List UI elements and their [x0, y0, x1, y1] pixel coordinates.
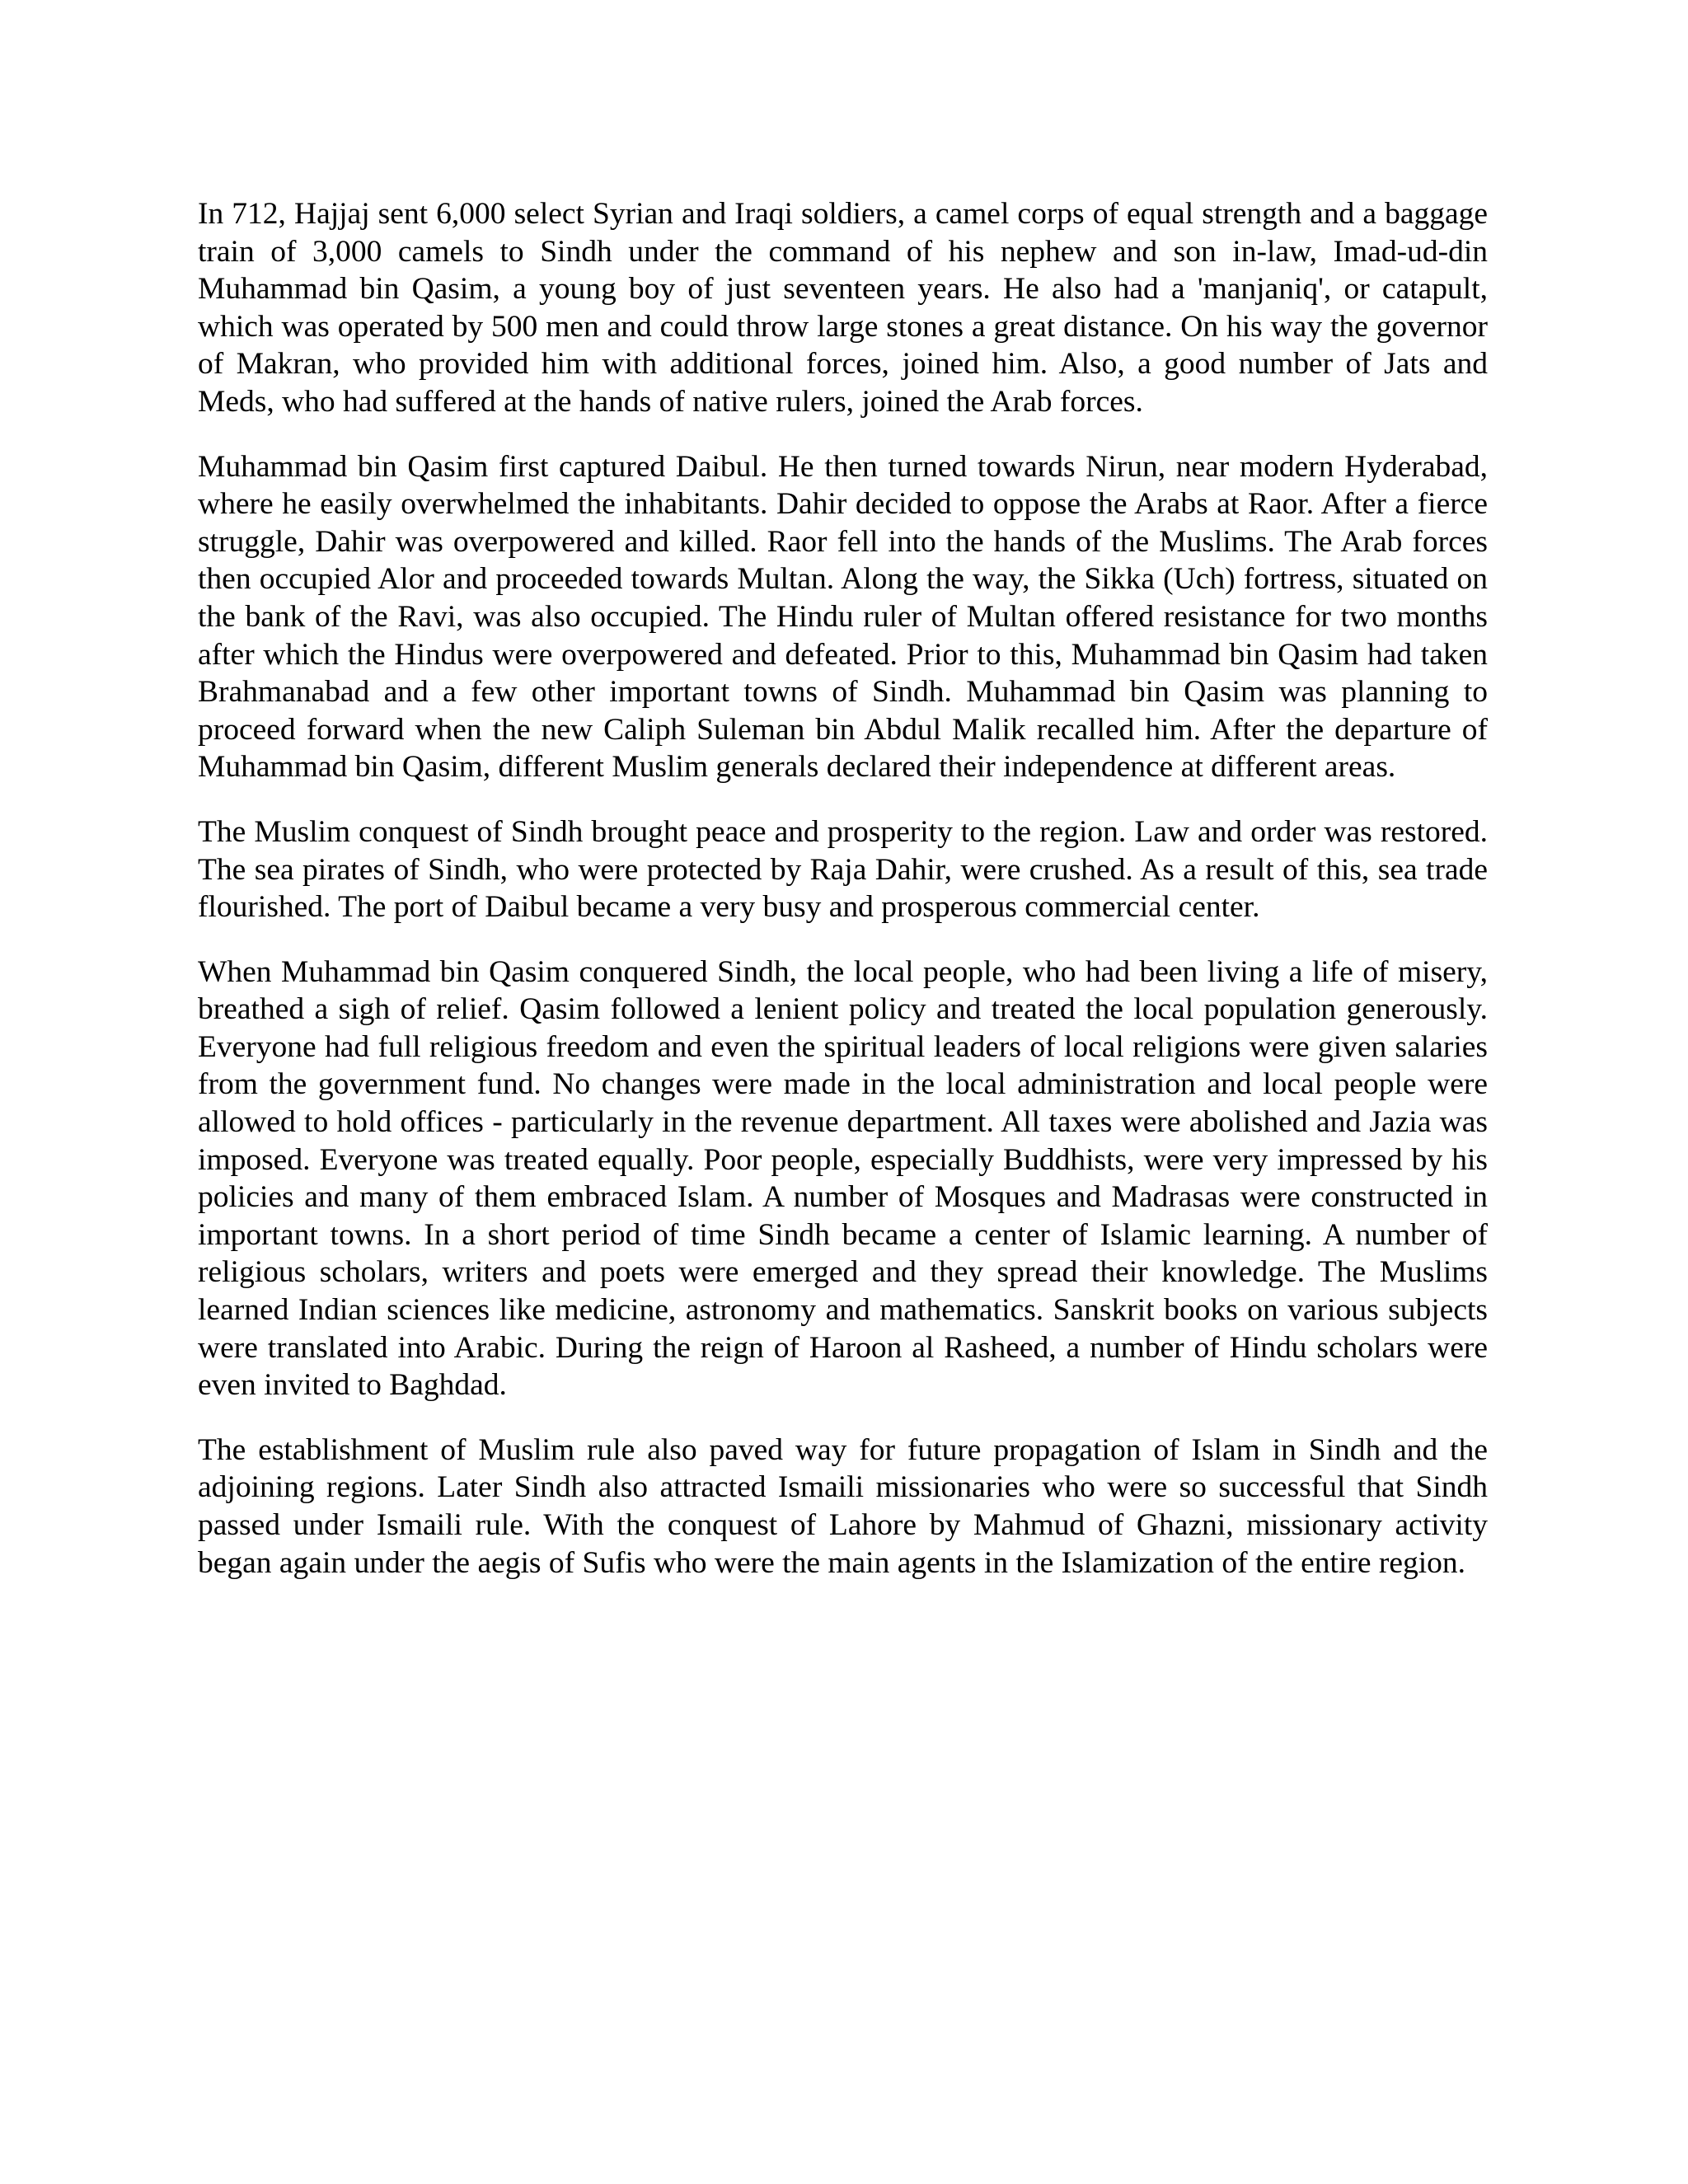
- paragraph-islam-propagation: The establishment of Muslim rule also paved way for future propagation of Islam in Sindh and the adjoining regions. Later Sindh also attracted Ismaili missionaries who were so successful that Sindh passed under Ismaili rule. With the conquest of Lahore by Mahmud of Ghazni, missionary activity began again under the aegis of Sufis who were the main agents in the Islamization of the entire region.: [198, 1432, 1488, 1580]
- paragraph-conquest-campaign: Muhammad bin Qasim first captured Daibul. He then turned towards Nirun, near modern Hyderabad, where he easily overwhelmed the inhabitants. Dahir decided to oppose the Arabs at Raor. After a fierce struggle, Dahir was overpowered and killed. Raor fell into the hands of the Muslims. The Arab forces then occupied Alor and proceeded towards Multan. Along the way, the Sikka (Uch) fortress, situated on the bank of the Ravi, was also occupied. The Hindu ruler of Multan offered resistance for two months after which the Hindus were overpowered and defeated. Prior to this, Muhammad bin Qasim had taken Brahmanabad and a few other important towns of Sindh. Muhammad bin Qasim was planning to proceed forward when the new Caliph Suleman bin Abdul Malik recalled him. After the departure of Muhammad bin Qasim, different Muslim generals declared their independence at different areas.: [198, 449, 1488, 785]
- paragraph-qasim-expedition: In 712, Hajjaj sent 6,000 select Syrian and Iraqi soldiers, a camel corps of equal strength and a baggage train of 3,000 camels to Sindh under the command of his nephew and son in-law, Imad-ud-din Muhammad bin Qasim, a young boy of just seventeen years. He also had a 'manjaniq', or catapult, which was operated by 500 men and could throw large stones a great distance. On his way the governor of Makran, who provided him with additional forces, joined him. Also, a good number of Jats and Meds, who had suffered at the hands of native rulers, joined the Arab forces.: [198, 197, 1488, 419]
- document-body: [198, 195, 1488, 1582]
- paragraph-peace-prosperity: The Muslim conquest of Sindh brought peace and prosperity to the region. Law and order was restored. The sea pirates of Sindh, who were protected by Raja Dahir, were crushed. As a result of this, sea trade flourished. The port of Daibul became a very busy and prosperous commercial center.: [198, 814, 1488, 925]
- paragraph-local-policy: When Muhammad bin Qasim conquered Sindh, the local people, who had been living a life of misery, breathed a sigh of relief. Qasim followed a lenient policy and treated the local population generously. Everyone had full religious freedom and even the spiritual leaders of local religions were given salaries from the government fund. No changes were made in the local administration and local people were allowed to hold offices - particularly in the revenue department. All taxes were abolished and Jazia was imposed. Everyone was treated equally. Poor people, especially Buddhists, were very impressed by his policies and many of them embraced Islam. A number of Mosques and Madrasas were constructed in important towns. In a short period of time Sindh became a center of Islamic learning. A number of religious scholars, writers and poets were emerged and they spread their knowledge. The Muslims learned Indian sciences like medicine, astronomy and mathematics. Sanskrit books on various subjects were translated into Arabic. During the reign of Haroon al Rasheed, a number of Hindu scholars were even invited to Baghdad.: [198, 954, 1488, 1403]
